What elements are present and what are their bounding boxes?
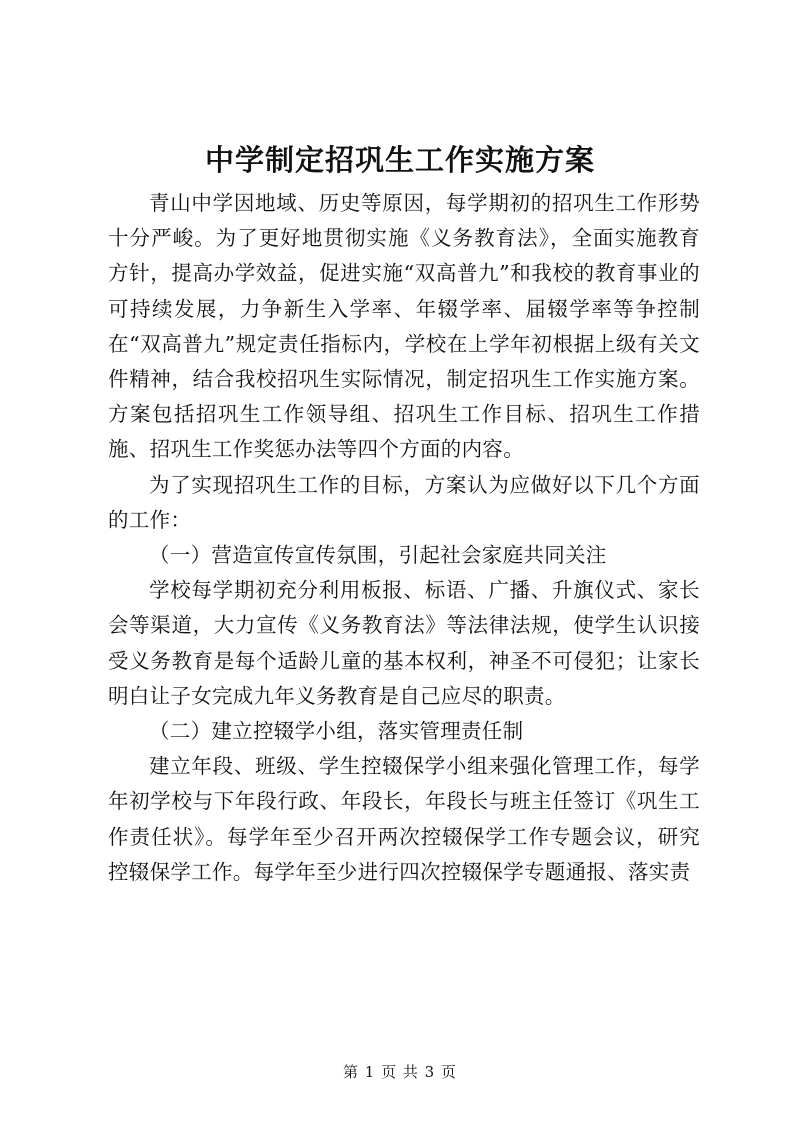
paragraph-publicity: 学校每学期初充分利用板报、标语、广播、升旗仪式、家长会等渠道，大力宣传《义务教育法》等法律法规，使学生认识接受义务教育是每个适龄儿童的基本权利，神圣不可侵犯；让家长明白让子女完成九年义务教育是自己应尽的职责。 <box>108 578 700 708</box>
paragraph-intro: 青山中学因地域、历史等原因，每学期初的招巩生工作形势十分严峻。为了更好地贯彻实施《义务教育法》，全面实施教育方针，提高办学效益，促进实施“双高普九”和我校的教育事业的可持续发展，力争新生入学率、年辍学率、届辍学率等争控制在“双高普九”规定责任指标内，学校在上学年初根据上级有关文件精神，结合我校招巩生实际情况，制定招巩生工作实施方案。方案包括招巩生工作领导组、招巩生工作目标、招巩生工作措施、招巩生工作奖惩办法等四个方面的内容。 <box>108 191 700 462</box>
section-heading-1: （一）营造宣传宣传氛围，引起社会家庭共同关注 <box>149 543 607 568</box>
document-body <box>108 186 700 890</box>
page-footer: 第 1 页 共 3 页 <box>343 1063 457 1081</box>
paragraph-management: 建立年段、班级、学生控辍保学小组来强化管理工作，每学年初学校与下年段行政、年段长，年段长与班主任签订《巩生工作责任状》。每学年至少召开两次控辍保学工作专题会议，研究控辍保学工作。每学年至少进行四次控辍保学专题通报、落实责 <box>108 754 700 884</box>
document-title: 中学制定招巩生工作实施方案 <box>204 143 595 177</box>
section-heading-2: （二）建立控辍学小组，落实管理责任制 <box>149 719 524 744</box>
paragraph-goal: 为了实现招巩生工作的目标，方案认为应做好以下几个方面的工作： <box>108 472 700 532</box>
